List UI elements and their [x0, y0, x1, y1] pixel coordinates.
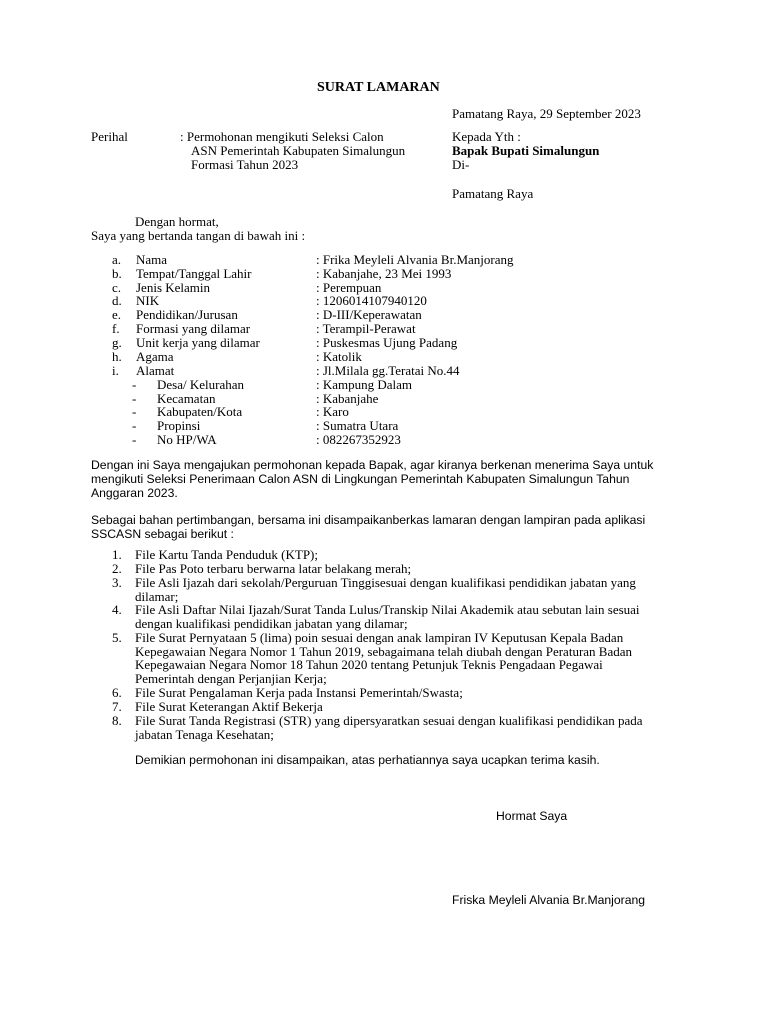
paragraph-line: mengikuti Seleksi Penerimaan Calon ASN di Lingkungan Pemerintah Kabupaten Simalungun Tahun	[91, 472, 630, 486]
recipient-di: Di-	[452, 157, 470, 172]
intro: Saya yang bertanda tangan di bawah ini :	[91, 228, 306, 243]
paragraph-line: SSCASN sebagai berikut :	[91, 527, 234, 541]
perihal-line-1: : Permohonan mengikuti Seleksi Calon	[180, 129, 384, 144]
recipient-name: Bapak Bupati Simalungun	[452, 143, 600, 158]
letter-page: SURAT LAMARAN Pamatang Raya, 29 September 2023 Perihal : Permohonan mengikuti Seleksi Calon ASN Pemerintah Kabupaten Simalungun Formasi Tahun 2023 Kepada Yth : Bapak Bupati Simalungun Di- Pamatang Raya Dengan hormat, Saya yang bertanda tangan di bawah ini : a. Nama : Frika Meyleli Alvania Br.Manjorang b. Tempat/Tanggal Lahir : Kabanjahe, 23 Mei 1993 c. Jenis Kelamin : Perempuan d. NIK : 1206014107940120 e. Pendidikan/Jurusan : D-III/Keperawatan f. Formasi yang dilamar : Terampil-Perawat g. Unit kerja yang dilamar : Puskesmas Ujung Padang h. Agama : Katolik i. Alamat : Jl.Milala gg.Teratai No.44 - Desa/ Kelurahan : Kampung Dalam - Kecamatan : Kabanjahe - Kabupaten/Kota : Karo - Propinsi : Sumatra Utara - No HP/WA : 082267352923 Dengan ini Saya mengajukan permohonan kepada Bapak, agar kiranya berkenan menerima Saya untuk mengikuti Seleksi Penerimaan Calon ASN di Lingkungan Pemerintah Kabupaten Simalungun Tahun Anggaran 2023. Sebagai bahan pertimbangan, bersama ini disampaikanberkas lamaran dengan lampiran pada aplikasi SSCASN sebagai berikut : 1. File Kartu Tanda Penduduk (KTP); 2. File Pas Poto terbaru berwarna latar belakang merah; 3. File Asli Ijazah dari sekolah/Perguruan Tinggisesuai dengan kualifikasi pendidikan jabatan yang dilamar; 4. File Asli Daftar Nilai Ijazah/Surat Tanda Lulus/Transkip Nilai Akademik atau sebutan lain sesuai dengan kualifikasi pendidikan jabatan yang dilamar; 5. File Surat Pernyataan 5 (lima) poin sesuai dengan anak lampiran IV Keputusan Kepala Badan Kepegawaian Negara Nomor 1 Tahun 2019, sebagaimana telah diubah dengan Peraturan Badan Kepegawaian Negara Nomor 18 Tahun 2020 tentang Petunjuk Teknis Pengadaan Pegawai Pemerintah dengan Perjanjian Kerja; 6. File Surat Pengalaman Kerja pada Instansi Pemerintah/Swasta; 7. File Surat Keterangan Aktif Bekerja 8. File Surat Tanda Registrasi (STR) yang dipersyaratkan sesuai dengan kualifikasi pendidikan pada jabatan Tenaga Kesehatan; Demikian permohonan ini disampaikan, atas perhatiannya saya ucapkan terima kasih. Hormat Saya Friska Meyleli Alvania Br.Manjorang	[91, 80, 654, 907]
perihal-label: Perihal	[91, 129, 128, 144]
paragraph-line: Dengan ini Saya mengajukan permohonan kepada Bapak, agar kiranya berkenan menerima Saya untuk	[91, 458, 654, 472]
paragraph-line: Anggaran 2023.	[91, 486, 178, 500]
salutation: Hormat Saya	[496, 809, 568, 823]
letter-title: SURAT LAMARAN	[317, 80, 440, 95]
recipient-place: Pamatang Raya	[452, 186, 534, 201]
signer-name: Friska Meyleli Alvania Br.Manjorang	[452, 893, 646, 907]
greeting: Dengan hormat,	[135, 214, 219, 229]
place-date: Pamatang Raya, 29 September 2023	[452, 106, 641, 121]
perihal-line-2: ASN Pemerintah Kabupaten Simalungun	[191, 143, 406, 158]
closing-sentence: Demikian permohonan ini disampaikan, atas perhatiannya saya ucapkan terima kasih.	[135, 753, 600, 767]
perihal-line-3: Formasi Tahun 2023	[191, 157, 299, 172]
recipient-kepada: Kepada Yth :	[452, 129, 521, 144]
paragraph-line: Sebagai bahan pertimbangan, bersama ini disampaikanberkas lamaran dengan lampiran pada aplikasi	[91, 513, 646, 527]
